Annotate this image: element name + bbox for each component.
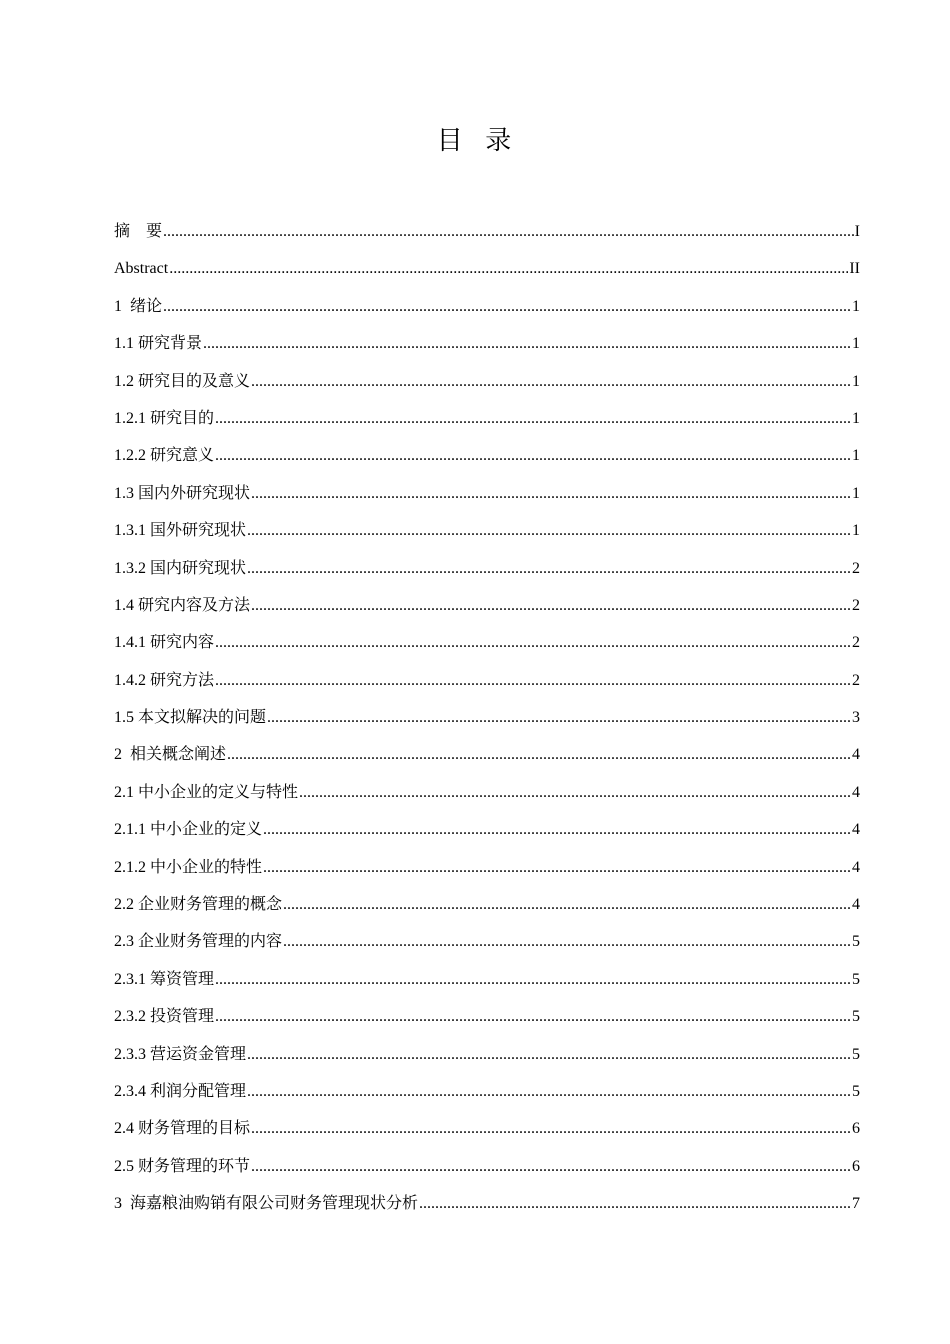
toc-entry-page-number: 4 xyxy=(852,783,860,801)
toc-leader-dots xyxy=(263,815,851,845)
toc-entry-page-number: 4 xyxy=(852,821,860,839)
toc-leader-dots xyxy=(215,965,851,995)
toc-entry[interactable] xyxy=(114,815,860,852)
toc-leader-dots xyxy=(169,254,848,284)
toc-entry[interactable] xyxy=(114,853,860,890)
toc-entry[interactable] xyxy=(114,591,860,628)
toc-entry-label: 2.5 财务管理的环节 xyxy=(114,1157,251,1175)
toc-entry[interactable] xyxy=(114,778,860,815)
toc-entry-label: 2 相关概念阐述 xyxy=(114,746,227,764)
toc-leader-dots xyxy=(267,703,851,733)
toc-leader-dots xyxy=(251,479,851,509)
toc-entry[interactable] xyxy=(114,367,860,404)
toc-entry-label: 1.2.2 研究意义 xyxy=(114,447,215,465)
toc-entry[interactable] xyxy=(114,703,860,740)
toc-entry-page-number: 4 xyxy=(852,896,860,914)
toc-entry-page-number: 1 xyxy=(852,335,860,353)
toc-entry-label: 2.1 中小企业的定义与特性 xyxy=(114,783,299,801)
toc-entry-page-number: 3 xyxy=(852,709,860,727)
toc-leader-dots xyxy=(283,890,851,920)
toc-entry-label: 2.3.1 筹资管理 xyxy=(114,970,215,988)
toc-entry[interactable] xyxy=(114,404,860,441)
toc-entry[interactable] xyxy=(114,217,860,254)
toc-entry-page-number: 6 xyxy=(852,1120,860,1138)
toc-entry[interactable] xyxy=(114,292,860,329)
toc-leader-dots xyxy=(251,1114,851,1144)
toc-leader-dots xyxy=(247,1077,851,1107)
toc-entry-page-number: 1 xyxy=(852,447,860,465)
toc-entry-page-number: 1 xyxy=(852,372,860,390)
toc-entry-label: 2.2 企业财务管理的概念 xyxy=(114,896,283,914)
toc-entry-label: 1.2.1 研究目的 xyxy=(114,409,215,427)
toc-entry-page-number: 4 xyxy=(852,746,860,764)
toc-leader-dots xyxy=(247,554,851,584)
toc-entry-page-number: 5 xyxy=(852,933,860,951)
toc-entry-page-number: II xyxy=(849,260,860,278)
toc-entry[interactable] xyxy=(114,1077,860,1114)
toc-entry-label: 1.4 研究内容及方法 xyxy=(114,596,251,614)
toc-entry-page-number: 5 xyxy=(852,1045,860,1063)
toc-entry[interactable] xyxy=(114,516,860,553)
toc-entry[interactable] xyxy=(114,666,860,703)
toc-entry-page-number: 2 xyxy=(852,559,860,577)
page-title: 目 录 xyxy=(436,126,514,156)
toc-entry-label: 1.3.2 国内研究现状 xyxy=(114,559,247,577)
toc-entry-label: 1.3 国内外研究现状 xyxy=(114,484,251,502)
toc-leader-dots xyxy=(251,1152,851,1182)
toc-leader-dots xyxy=(215,404,851,434)
toc-entry-label: Abstract xyxy=(114,260,169,278)
toc-leader-dots xyxy=(419,1189,851,1219)
toc-entry-label: 1.3.1 国外研究现状 xyxy=(114,522,247,540)
toc-entry[interactable] xyxy=(114,329,860,366)
toc-entry-page-number: 1 xyxy=(852,484,860,502)
toc-entry-page-number: 2 xyxy=(852,596,860,614)
toc-leader-dots xyxy=(251,591,851,621)
toc-entry-label: 1.2 研究目的及意义 xyxy=(114,372,251,390)
toc-entry-label: 1.4.2 研究方法 xyxy=(114,671,215,689)
toc-entry[interactable] xyxy=(114,1040,860,1077)
toc-entry-page-number: 5 xyxy=(852,1008,860,1026)
toc-entry[interactable] xyxy=(114,628,860,665)
toc-entry[interactable] xyxy=(114,254,860,291)
toc-leader-dots xyxy=(283,927,851,957)
toc-entry-page-number: 1 xyxy=(852,297,860,315)
toc-entry-page-number: 1 xyxy=(852,522,860,540)
toc-leader-dots xyxy=(163,292,851,322)
toc-entry-label: 2.1.2 中小企业的特性 xyxy=(114,858,263,876)
toc-entry-label: 1.5 本文拟解决的问题 xyxy=(114,709,267,727)
toc-entry-label: 1 绪论 xyxy=(114,297,163,315)
toc-leader-dots xyxy=(215,628,851,658)
toc-entry-label: 2.3 企业财务管理的内容 xyxy=(114,933,283,951)
toc-entry[interactable] xyxy=(114,441,860,478)
table-of-contents xyxy=(114,217,860,1227)
toc-leader-dots xyxy=(215,441,851,471)
toc-entry-label: 1.1 研究背景 xyxy=(114,335,203,353)
toc-entry-page-number: 1 xyxy=(852,409,860,427)
toc-entry-label: 摘 要 xyxy=(114,223,163,240)
toc-entry-page-number: 5 xyxy=(852,1082,860,1100)
toc-entry-label: 2.1.1 中小企业的定义 xyxy=(114,821,263,839)
toc-leader-dots xyxy=(215,1002,851,1032)
toc-entry-label: 2.3.3 营运资金管理 xyxy=(114,1045,247,1063)
toc-entry-page-number: 2 xyxy=(852,634,860,652)
toc-leader-dots xyxy=(299,778,851,808)
toc-leader-dots xyxy=(247,516,851,546)
toc-leader-dots xyxy=(215,666,851,696)
toc-entry[interactable] xyxy=(114,740,860,777)
toc-entry-page-number: I xyxy=(854,223,860,240)
toc-leader-dots xyxy=(247,1040,851,1070)
toc-entry-page-number: 5 xyxy=(852,970,860,988)
toc-entry[interactable] xyxy=(114,890,860,927)
toc-entry-page-number: 7 xyxy=(852,1195,860,1213)
toc-entry[interactable] xyxy=(114,927,860,964)
toc-entry-page-number: 4 xyxy=(852,858,860,876)
toc-entry-label: 2.3.2 投资管理 xyxy=(114,1008,215,1026)
toc-entry-label: 2.3.4 利润分配管理 xyxy=(114,1082,247,1100)
toc-entry-label: 1.4.1 研究内容 xyxy=(114,634,215,652)
toc-entry-label: 2.4 财务管理的目标 xyxy=(114,1120,251,1138)
toc-leader-dots xyxy=(163,217,854,247)
toc-entry-label: 3 海嘉粮油购销有限公司财务管理现状分析 xyxy=(114,1195,419,1213)
toc-entry-page-number: 2 xyxy=(852,671,860,689)
toc-leader-dots xyxy=(227,740,851,770)
toc-entry[interactable] xyxy=(114,554,860,591)
toc-entry[interactable] xyxy=(114,1114,860,1151)
toc-leader-dots xyxy=(251,367,851,397)
toc-entry[interactable] xyxy=(114,965,860,1002)
toc-entry[interactable] xyxy=(114,1189,860,1226)
toc-entry[interactable] xyxy=(114,479,860,516)
toc-entry[interactable] xyxy=(114,1152,860,1189)
toc-leader-dots xyxy=(203,329,851,359)
toc-leader-dots xyxy=(263,853,851,883)
toc-entry-page-number: 6 xyxy=(852,1157,860,1175)
toc-entry[interactable] xyxy=(114,1002,860,1039)
